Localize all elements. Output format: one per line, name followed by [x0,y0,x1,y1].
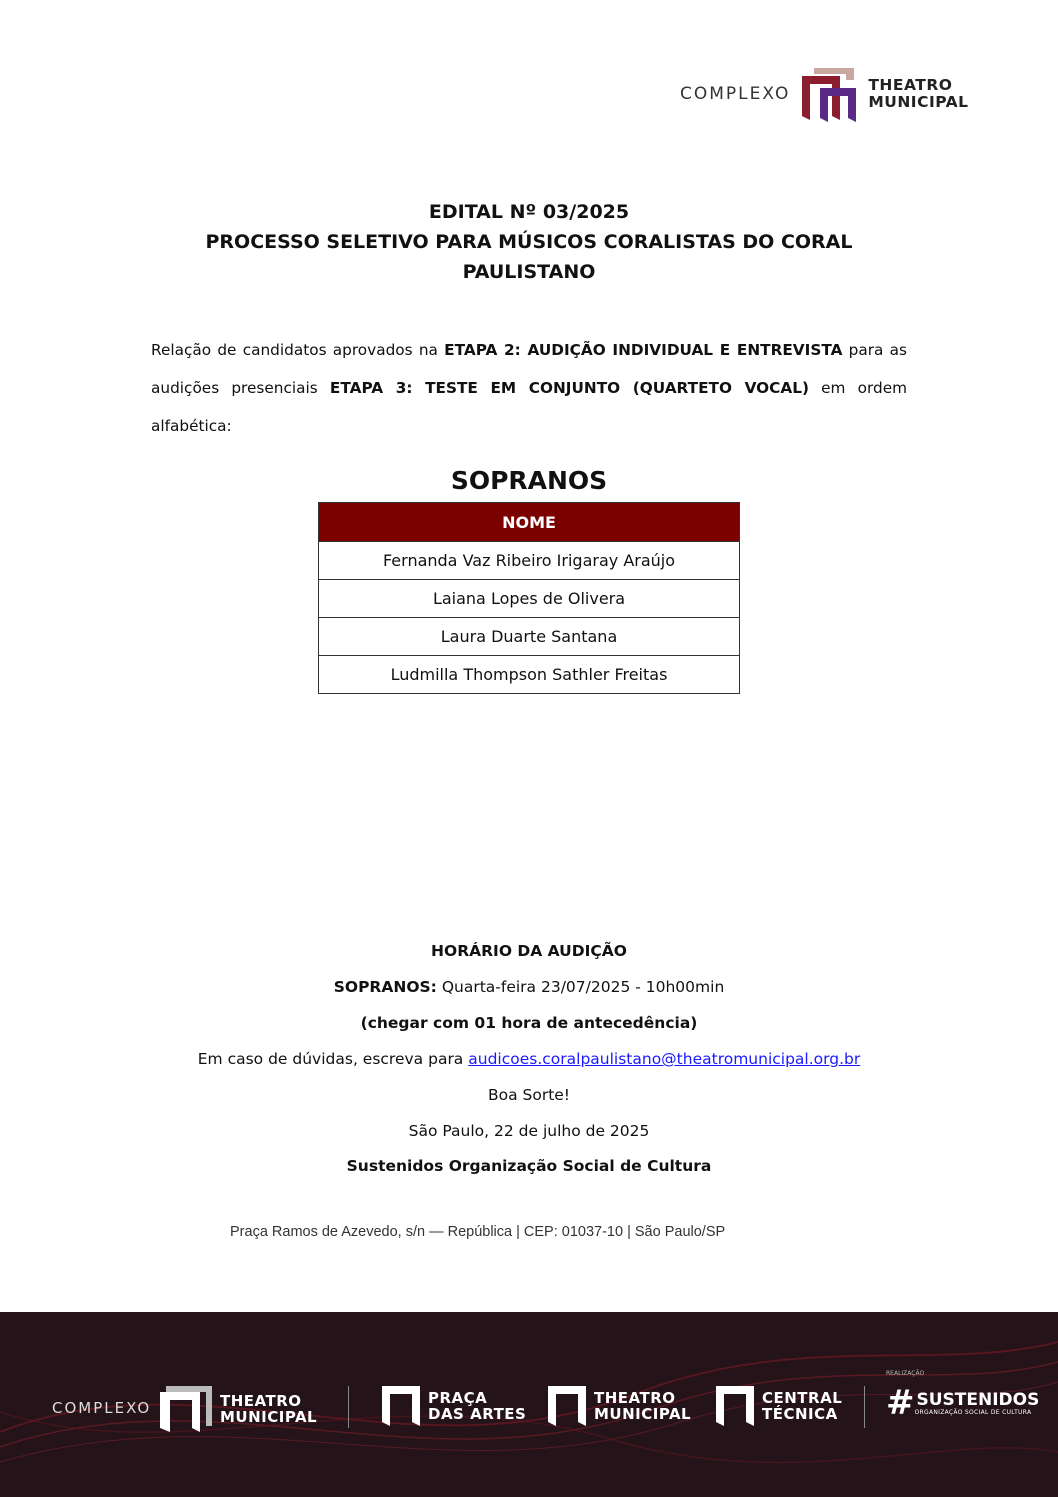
contact-line [0,1050,1058,1068]
logo-name [868,77,968,111]
header-logo [680,66,969,122]
process-title: PROCESSO SELETIVO PARA MÚSICOS CORALISTAS DO CORAL [205,231,853,253]
process-title-cont: PAULISTANO [462,261,596,283]
footer-item-line1: THEATRO [594,1389,676,1407]
address: Praça Ramos de Azevedo, s/n — República | CEP: 01037-10 | São Paulo/SP [230,1224,726,1240]
sustenidos-word: SUSTENIDOS [916,1389,1040,1410]
hash-icon: # [886,1383,915,1423]
logo-line2: MUNICIPAL [868,93,969,111]
intro-line-1 [151,331,907,369]
footer-item-line2: DAS ARTES [428,1405,527,1423]
footer-item-line1: CENTRAL [762,1389,843,1407]
footer-item-line2: MUNICIPAL [220,1408,318,1426]
sustenidos-text [915,1391,1040,1416]
table-row [319,656,740,694]
sustenidos-logo [886,1383,1040,1423]
footer-item-line2: MUNICIPAL [594,1405,692,1423]
footer-theatro-municipal [160,1386,317,1432]
theatro-municipal-footer-icon-2 [548,1386,586,1426]
intro-text-4: em ordem alfabética: [151,379,908,435]
footer-item-text [594,1390,691,1422]
footer-central-tecnica [716,1386,842,1426]
footer-item-text [762,1390,842,1422]
schedule-time-text: Quarta-feira 23/07/2025 - 10h00min [436,978,725,996]
intro-paragraph [151,331,907,445]
praca-das-artes-icon [382,1386,420,1426]
footer-item-text [428,1390,526,1422]
contact-text: Em caso de dúvidas, escreva para [197,1050,469,1068]
document-date: São Paulo, 22 de julho de 2025 [408,1122,650,1140]
column-header-nome: NOME [319,503,740,542]
footer-item-line2: TÉCNICA [762,1405,838,1423]
theatro-municipal-mark-icon [800,66,860,122]
candidate-name: Laiana Lopes de Olivera [319,580,740,618]
footer-divider-2 [864,1386,865,1428]
candidate-name: Fernanda Vaz Ribeiro Irigaray Araújo [319,542,740,580]
edital-number: EDITAL Nº 03/2025 [428,201,630,223]
footer-divider [348,1386,349,1428]
table-row [319,618,740,656]
footer-item-text [220,1393,317,1425]
footer-banner [0,1312,1058,1497]
realizacao-label: REALIZAÇÃO [886,1370,925,1377]
logo-complexo-text: COMPLEXO [680,84,791,104]
table-row [319,580,740,618]
intro-text-1: Relação de candidatos aprovados na [151,341,445,359]
names-table [318,502,740,694]
good-luck: Boa Sorte! [487,1086,571,1104]
central-tecnica-icon [716,1386,754,1426]
intro-line-2 [151,369,907,445]
candidate-name: Ludmilla Thompson Sathler Freitas [319,656,740,694]
table-header-row [319,503,740,542]
intro-text-3: audições presenciais [151,379,330,397]
table-row [319,542,740,580]
schedule-heading: HORÁRIO DA AUDIÇÃO [431,942,627,960]
footer-item-line1: THEATRO [220,1392,302,1410]
schedule-label: SOPRANOS: [333,978,437,996]
footer-complexo: COMPLEXO [52,1399,152,1417]
logo-line1: THEATRO [868,76,953,94]
sustenidos-subtitle: ORGANIZAÇÃO SOCIAL DE CULTURA [914,1408,1032,1416]
organization-name: Sustenidos Organização Social de Cultura [346,1157,712,1175]
schedule-time [0,978,1058,996]
candidate-name: Laura Duarte Santana [319,618,740,656]
footer-item-line1: PRAÇA [428,1389,488,1407]
intro-bold-2: ETAPA 3: TESTE EM CONJUNTO (QUARTETO VOCAL) [329,379,809,397]
theatro-municipal-footer-icon [160,1386,212,1432]
section-title: SOPRANOS [450,466,608,495]
footer-theatro-municipal-2 [548,1386,691,1426]
arrival-note: (chegar com 01 hora de antecedência) [360,1014,698,1032]
contact-email-link[interactable]: audicoes.coralpaulistano@theatromunicipal.org.br [468,1050,861,1068]
footer-praca-das-artes [382,1386,526,1426]
intro-bold-1: ETAPA 2: AUDIÇÃO INDIVIDUAL E ENTREVISTA [444,341,843,359]
intro-text-2: para as [842,341,907,359]
